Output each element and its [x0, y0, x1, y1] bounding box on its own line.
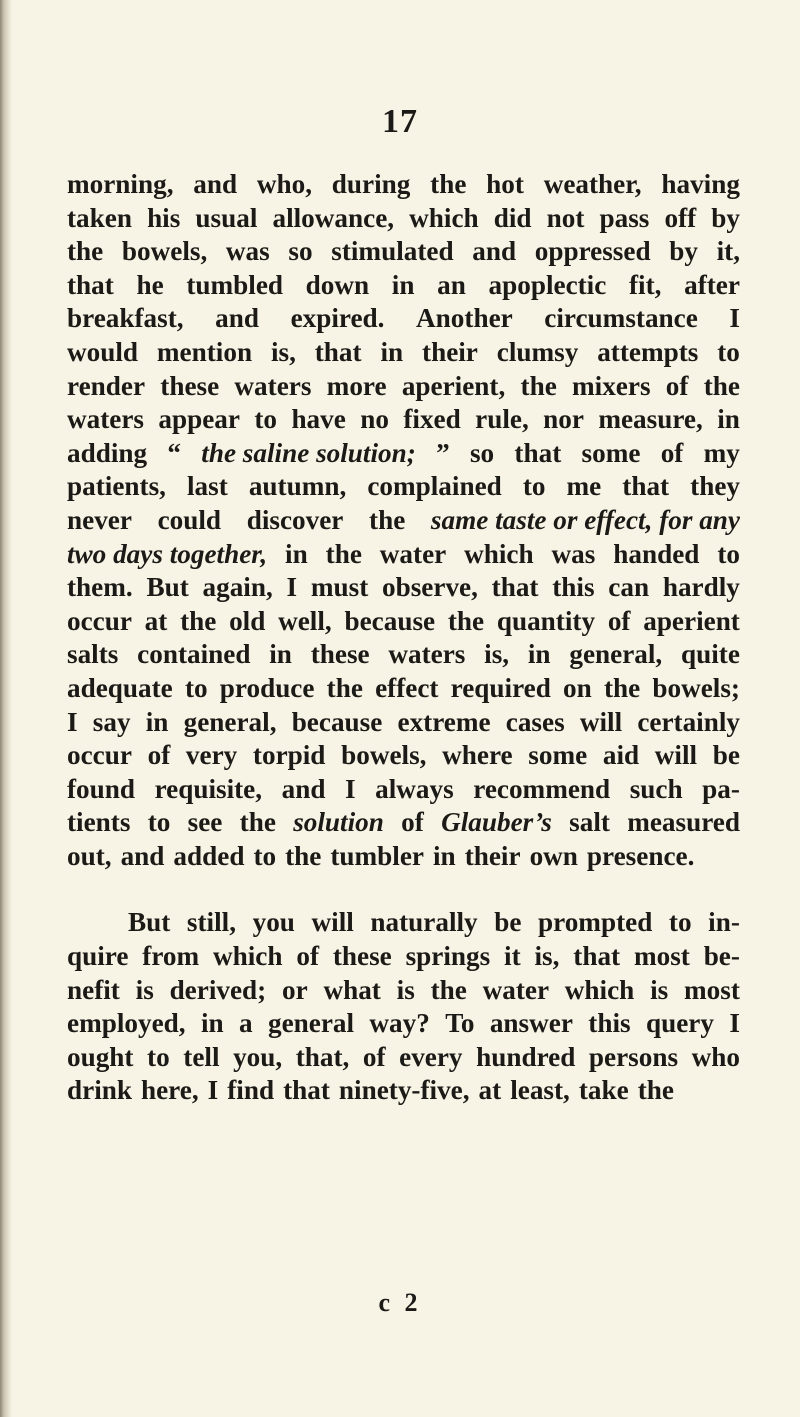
- word: rule,: [475, 404, 529, 435]
- word: from: [142, 941, 200, 972]
- word: complained: [367, 471, 502, 502]
- text-line: [67, 538, 740, 572]
- word: waters: [388, 639, 466, 670]
- word: required: [450, 672, 551, 703]
- word: measure,: [598, 404, 703, 435]
- word: and: [120, 840, 165, 871]
- text-line: [67, 806, 740, 840]
- word: that: [283, 1075, 330, 1106]
- word: which: [564, 974, 635, 1005]
- word: pass: [599, 202, 650, 233]
- word: observe,: [382, 572, 478, 603]
- word: of: [362, 1041, 386, 1072]
- word: most: [684, 974, 740, 1005]
- word: these: [332, 941, 392, 972]
- word: is,: [484, 639, 510, 670]
- word: again,: [202, 572, 273, 603]
- word: in: [391, 269, 415, 300]
- text-line: [67, 370, 740, 404]
- word: occur: [67, 740, 132, 771]
- word: be-: [703, 941, 740, 972]
- word: an: [437, 269, 466, 300]
- word: own: [529, 840, 578, 871]
- word: the: [239, 807, 276, 838]
- word: to: [717, 538, 740, 569]
- word: usual: [195, 202, 258, 233]
- text-line: [67, 235, 740, 269]
- text-line: [67, 403, 740, 437]
- word: that: [314, 336, 362, 367]
- word: no: [360, 404, 389, 435]
- word: effect: [375, 672, 439, 703]
- word: bowels;: [652, 672, 740, 703]
- word: he: [136, 269, 164, 300]
- word: some: [581, 437, 641, 468]
- word: allowance,: [272, 202, 395, 233]
- word: But: [128, 907, 171, 938]
- text-line: [67, 1007, 740, 1041]
- text-line: [67, 906, 740, 940]
- word: the: [180, 605, 217, 636]
- word: autumn,: [248, 471, 347, 502]
- word: at: [478, 1075, 502, 1106]
- word: ought: [67, 1041, 134, 1072]
- word: hot: [486, 169, 524, 199]
- text-line: [67, 1074, 740, 1108]
- word: some: [528, 740, 588, 771]
- word: take: [578, 1075, 629, 1106]
- word: and: [193, 169, 238, 199]
- word: is,: [270, 336, 296, 367]
- word: say: [92, 706, 131, 737]
- word: morning,: [67, 169, 174, 199]
- word: which: [409, 202, 479, 233]
- text-line: [67, 470, 740, 504]
- word: that: [514, 437, 562, 468]
- word: can: [608, 572, 650, 603]
- word: the: [67, 236, 104, 267]
- word: the: [447, 605, 485, 636]
- word: pa-: [702, 773, 740, 804]
- word: to: [147, 1041, 170, 1072]
- word: expired.: [290, 303, 385, 334]
- word: who,: [256, 169, 313, 199]
- page-number: 17: [382, 103, 418, 140]
- word: attempts: [597, 336, 699, 367]
- word: in: [285, 538, 308, 569]
- word: or: [282, 974, 308, 1005]
- signature-mark: c 2: [378, 1288, 422, 1317]
- word: a: [239, 1008, 253, 1039]
- word: circumstance: [544, 303, 698, 334]
- word: was: [225, 236, 270, 267]
- word: and: [281, 773, 326, 804]
- word: the: [369, 504, 406, 535]
- word: at: [144, 605, 168, 636]
- word: salts: [67, 639, 119, 670]
- word: way?: [369, 1008, 430, 1039]
- word: breakfast,: [67, 303, 184, 334]
- word: produce: [219, 672, 315, 703]
- word: that: [67, 269, 114, 300]
- text-line: [67, 168, 740, 202]
- word: is,: [534, 941, 560, 972]
- word: Another: [416, 303, 513, 334]
- word: so: [288, 236, 313, 267]
- word: of: [660, 437, 684, 468]
- word: in: [200, 1008, 224, 1039]
- word: mixers: [572, 370, 651, 401]
- word: naturally: [370, 907, 478, 938]
- paragraph-gap: [67, 873, 740, 906]
- body-text: [67, 168, 740, 1108]
- word: employed,: [67, 1008, 186, 1039]
- word: answer: [489, 1008, 573, 1039]
- word: found: [67, 773, 136, 804]
- word: of: [607, 605, 631, 636]
- text-line: [67, 571, 740, 605]
- word: that: [622, 471, 670, 502]
- text-line: [67, 840, 740, 874]
- word: where: [442, 740, 513, 771]
- word: render: [67, 370, 146, 401]
- word: presence.: [586, 840, 695, 871]
- word: of: [401, 807, 424, 838]
- word: To: [445, 1008, 475, 1039]
- word: off: [664, 202, 697, 233]
- word: that: [573, 941, 621, 972]
- word: certainly: [637, 706, 740, 737]
- word: here,: [140, 1075, 199, 1106]
- word: I: [729, 1008, 740, 1039]
- paragraph-2: [67, 906, 740, 1108]
- word: in: [527, 639, 551, 670]
- italic-word: solution: [293, 807, 384, 838]
- word: on: [563, 672, 592, 703]
- word: to: [184, 672, 208, 703]
- word: because: [291, 706, 383, 737]
- word: adding: [67, 437, 148, 468]
- word: derived;: [169, 974, 267, 1005]
- word: always: [375, 773, 454, 804]
- word: nefit: [67, 974, 120, 1005]
- word: is: [650, 974, 669, 1005]
- word: taken: [67, 202, 132, 233]
- word: is: [396, 974, 415, 1005]
- word: would: [67, 336, 139, 367]
- text-line: [67, 437, 740, 471]
- word: because: [344, 605, 436, 636]
- word: weather,: [543, 169, 642, 199]
- word: the: [326, 672, 363, 703]
- text-line: [67, 504, 740, 538]
- word: “: [167, 437, 181, 468]
- word: never: [67, 504, 132, 535]
- word: nor: [543, 404, 584, 435]
- word: see: [187, 807, 223, 838]
- word: in: [145, 706, 169, 737]
- word: be: [712, 740, 740, 771]
- word: his: [147, 202, 181, 233]
- word: to: [668, 907, 692, 938]
- word: to: [254, 404, 278, 435]
- word: mention: [156, 336, 253, 367]
- word: you: [252, 907, 295, 938]
- word: salt: [569, 807, 610, 838]
- word: the: [285, 840, 322, 871]
- word: the: [603, 672, 641, 703]
- word: fixed: [403, 404, 461, 435]
- word: aperient: [643, 605, 740, 636]
- word: quire: [67, 941, 129, 972]
- word: in: [380, 336, 404, 367]
- word: these: [310, 639, 370, 670]
- word: patients,: [67, 471, 166, 502]
- word: the: [430, 974, 467, 1005]
- word: extreme: [397, 706, 491, 737]
- word: cases: [505, 706, 565, 737]
- word: ”: [436, 437, 450, 468]
- word: who: [691, 1041, 740, 1072]
- word: the: [703, 370, 740, 401]
- text-line: [67, 739, 740, 773]
- word: still,: [186, 907, 236, 938]
- word: be: [494, 907, 522, 938]
- text-line: [67, 1041, 740, 1075]
- word: will: [654, 740, 698, 771]
- word: not: [546, 202, 585, 233]
- italic-word: same taste or effect, for any: [430, 504, 740, 535]
- word: this: [588, 1008, 631, 1039]
- word: oppressed: [534, 236, 651, 267]
- word: the: [325, 538, 362, 569]
- text-line: [67, 336, 740, 370]
- word: last: [187, 471, 228, 502]
- word: to: [522, 471, 546, 502]
- word: But: [146, 572, 189, 603]
- word: was: [551, 538, 596, 569]
- word: recommend: [473, 773, 611, 804]
- text-line: [67, 672, 740, 706]
- word: discover: [246, 504, 344, 535]
- word: general,: [569, 639, 663, 670]
- word: waters: [234, 370, 312, 401]
- word: least,: [510, 1075, 570, 1106]
- word: contained: [137, 639, 251, 670]
- text-line: [67, 706, 740, 740]
- word: torpid: [252, 740, 326, 771]
- word: aid: [602, 740, 640, 771]
- word: quite: [681, 639, 740, 670]
- word: adequate: [67, 672, 173, 703]
- word: it: [504, 941, 521, 972]
- word: quantity: [496, 605, 596, 636]
- word: the: [637, 1075, 674, 1106]
- word: water: [379, 538, 447, 569]
- word: to: [253, 840, 277, 871]
- word: requisite,: [154, 773, 263, 804]
- word: their: [422, 336, 478, 367]
- word: will: [311, 907, 354, 938]
- word: find: [227, 1075, 275, 1106]
- word: it,: [716, 236, 740, 267]
- word: by: [669, 236, 698, 267]
- word: I: [207, 1075, 219, 1106]
- word: appear: [158, 404, 240, 435]
- text-line: [67, 940, 740, 974]
- word: could: [157, 504, 222, 535]
- word: hardly: [662, 572, 740, 603]
- word: bowels,: [121, 236, 208, 267]
- word: fit,: [628, 269, 662, 300]
- word: did: [493, 202, 532, 233]
- text-line: [67, 202, 740, 236]
- word: added: [173, 840, 245, 871]
- word: down: [305, 269, 370, 300]
- word: most: [633, 941, 690, 972]
- word: of: [296, 941, 319, 972]
- word: what: [323, 974, 381, 1005]
- word: very: [185, 740, 238, 771]
- italic-word: the saline solution;: [201, 437, 416, 468]
- italic-word: two days together,: [67, 538, 268, 569]
- word: of: [147, 740, 171, 771]
- word: handed: [613, 538, 700, 569]
- word: occur: [67, 605, 132, 636]
- word: such: [629, 773, 683, 804]
- word: the: [520, 370, 557, 401]
- word: will: [579, 706, 623, 737]
- word: general,: [183, 706, 277, 737]
- word: more: [326, 370, 387, 401]
- word: this: [552, 572, 595, 603]
- word: prompted: [538, 907, 653, 938]
- word: waters: [67, 404, 144, 435]
- text-line: [67, 773, 740, 807]
- word: persons: [588, 1041, 679, 1072]
- word: the: [430, 169, 467, 199]
- text-line: [67, 605, 740, 639]
- word: by: [711, 202, 740, 233]
- word: after: [684, 269, 740, 300]
- word: springs: [405, 941, 491, 972]
- word: me: [566, 471, 602, 502]
- word: their: [464, 840, 521, 871]
- word: that,: [295, 1041, 350, 1072]
- word: to: [717, 336, 740, 367]
- word: in: [717, 404, 740, 435]
- word: clumsy: [496, 336, 579, 367]
- word: so: [469, 437, 495, 468]
- word: to: [147, 807, 171, 838]
- word: measured: [627, 807, 740, 838]
- word: out,: [67, 840, 112, 871]
- word: ninety-five,: [338, 1075, 470, 1106]
- word: aperient,: [401, 370, 506, 401]
- text-line: [67, 269, 740, 303]
- word: I: [67, 706, 78, 737]
- word: my: [703, 437, 740, 468]
- word: tumbler: [330, 840, 424, 871]
- word: they: [690, 471, 740, 502]
- word: I: [345, 773, 356, 804]
- word: query: [645, 1008, 714, 1039]
- word: tell: [183, 1041, 220, 1072]
- word: of: [665, 370, 689, 401]
- word: I: [729, 303, 740, 334]
- word: which: [213, 941, 283, 972]
- word: in: [269, 639, 292, 670]
- word: well,: [278, 605, 332, 636]
- word: must: [310, 572, 369, 603]
- italic-word: Glauber’s: [441, 807, 552, 838]
- word: tumbled: [186, 269, 284, 300]
- word: in: [433, 840, 456, 871]
- word: stimulated: [331, 236, 454, 267]
- word: these: [160, 370, 220, 401]
- text-line: [67, 302, 740, 336]
- page-binding-edge: [0, 0, 12, 1417]
- word: hundred: [476, 1041, 576, 1072]
- word: apoplectic: [488, 269, 607, 300]
- word: and: [472, 236, 517, 267]
- word: you,: [233, 1041, 283, 1072]
- word: old: [229, 605, 266, 636]
- word: I: [286, 572, 298, 603]
- word: during: [331, 169, 411, 199]
- word: general: [267, 1008, 355, 1039]
- word: is: [135, 974, 154, 1005]
- word: bowels,: [341, 740, 427, 771]
- word: have: [291, 404, 346, 435]
- word: which: [464, 538, 534, 569]
- text-line: [67, 638, 740, 672]
- word: water: [482, 974, 550, 1005]
- word: in-: [708, 907, 740, 938]
- paragraph-1: [67, 168, 740, 873]
- word: every: [399, 1041, 463, 1072]
- word: and: [215, 303, 259, 334]
- word: having: [661, 169, 740, 199]
- word: tients: [67, 807, 131, 838]
- text-line: [67, 974, 740, 1008]
- word: that: [491, 572, 539, 603]
- word: drink: [67, 1075, 132, 1106]
- word: them.: [67, 572, 133, 603]
